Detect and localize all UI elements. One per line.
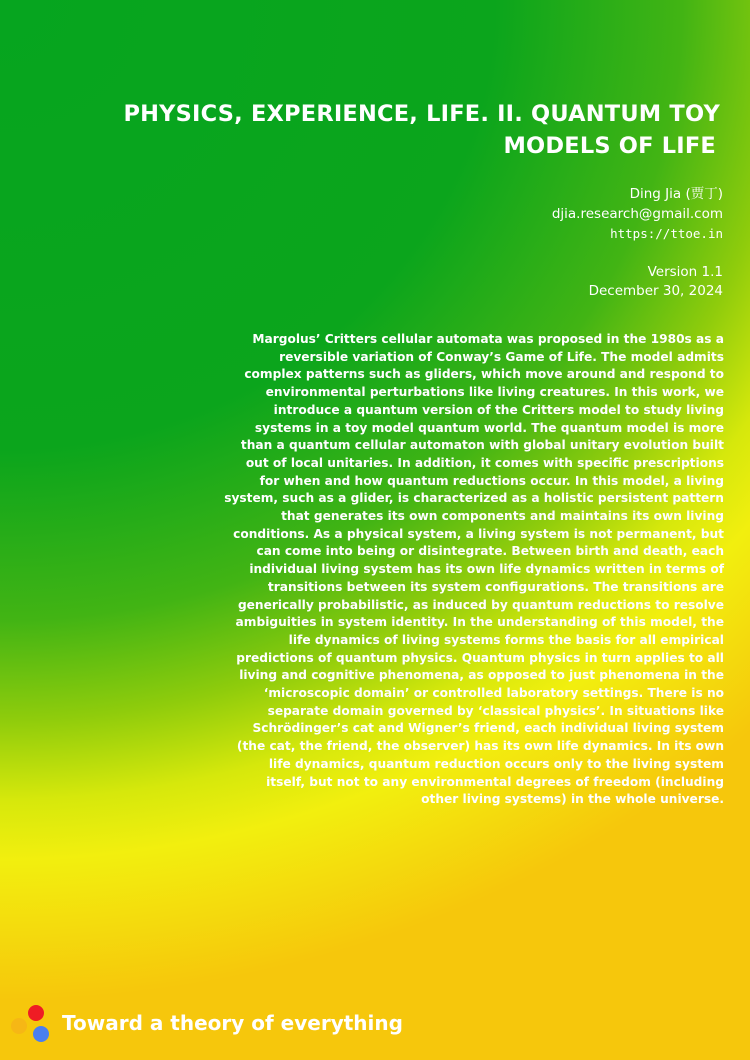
abstract-line: environmental perturbations like living creatures. In this work, we	[265, 385, 724, 400]
abstract-line: individual living system has its own life dynamics written in terms of	[249, 562, 724, 577]
author-name: Ding Jia (贾丁)	[629, 186, 723, 202]
abstract-line: separate domain governed by ‘classical physics’. In situations like	[267, 703, 724, 718]
logo-dot-blue	[33, 1026, 49, 1042]
paper-title	[60, 98, 720, 162]
abstract-line: ambiguities in system identity. In the understanding of this model, the	[235, 615, 724, 630]
abstract-line: that generates its own components and maintains its own living	[281, 509, 724, 524]
abstract-line: system, such as a glider, is characterized as a holistic persistent pattern	[224, 491, 724, 506]
logo-dot-yellow	[11, 1018, 27, 1034]
abstract-line: than a quantum cellular automaton with global unitary evolution built	[240, 438, 724, 453]
abstract-line: (the cat, the friend, the observer) has its own life dynamics. In its own	[236, 739, 724, 754]
paper-title-line-2: MODELS OF LIFE	[503, 133, 716, 159]
abstract-line: Margolus’ Critters cellular automata was proposed in the 1980s as a	[252, 332, 724, 346]
abstract-line: living and cognitive phenomena, as opposed to just phenomena in the	[239, 668, 724, 683]
abstract-line: itself, but not to any environmental degrees of freedom (including	[266, 774, 724, 789]
logo-dot-red	[28, 1005, 44, 1021]
three-dots-logo-icon	[10, 1002, 54, 1044]
version-block	[589, 263, 723, 301]
abstract-line: Schrödinger’s cat and Wigner’s friend, each individual living system	[252, 721, 724, 736]
abstract-line: can come into being or disintegrate. Between birth and death, each	[256, 544, 724, 559]
footer-tagline: Toward a theory of everything	[62, 1011, 403, 1035]
version-label: Version 1.1	[647, 264, 723, 280]
author-block	[552, 184, 723, 244]
abstract-line: reversible variation of Conway’s Game of Life. The model admits	[279, 349, 724, 364]
abstract-line: introduce a quantum version of the Critters model to study living	[273, 402, 724, 417]
author-url[interactable]: https://ttoe.in	[610, 226, 723, 241]
abstract-line: other living systems) in the whole universe.	[421, 792, 724, 807]
paper-title-line-1: PHYSICS, EXPERIENCE, LIFE. II. QUANTUM TOY	[123, 101, 720, 127]
abstract-line: for when and how quantum reductions occur. In this model, a living	[259, 473, 724, 488]
abstract-line: conditions. As a physical system, a living system is not permanent, but	[233, 526, 724, 541]
abstract-line: out of local unitaries. In addition, it comes with specific prescriptions	[245, 455, 724, 470]
abstract-line: predictions of quantum physics. Quantum physics in turn applies to all	[236, 650, 724, 665]
version-date: December 30, 2024	[588, 283, 723, 299]
abstract-line: ‘microscopic domain’ or controlled laboratory settings. There is no	[263, 686, 724, 701]
abstract-line: life dynamics, quantum reduction occurs only to the living system	[268, 756, 724, 771]
abstract-line: transitions between its system configurations. The transitions are	[267, 579, 724, 594]
abstract-line: life dynamics of living systems forms the basis for all empirical	[288, 632, 724, 647]
abstract-line: generically probabilistic, as induced by quantum reductions to resolve	[237, 597, 724, 612]
abstract-line: systems in a toy model quantum world. The quantum model is more	[254, 420, 724, 435]
abstract	[216, 331, 724, 809]
author-email[interactable]: djia.research@gmail.com	[551, 206, 723, 222]
abstract-line: complex patterns such as gliders, which move around and respond to	[244, 367, 724, 382]
